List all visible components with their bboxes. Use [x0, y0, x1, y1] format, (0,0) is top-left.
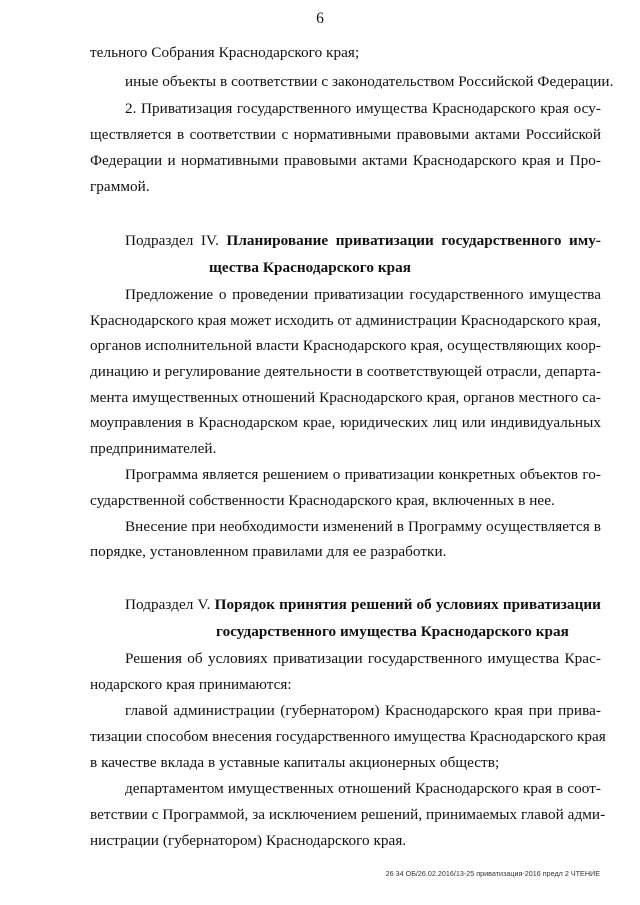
text-line: Программа является решением о приватизации конкретных объектов го-	[125, 466, 601, 483]
section-heading-v-continuation	[216, 623, 569, 641]
text-line: Внесение при необходимости изменений в Программу осуществляется в	[125, 518, 601, 535]
section-heading-iv-continuation	[209, 259, 411, 277]
text-line: 2. Приватизация государственного имущества Краснодарского края осу-	[125, 100, 601, 117]
text-line: мента имущественных отношений Краснодарского края, органов местного са-	[90, 389, 601, 406]
text-line: предпринимателей.	[90, 440, 217, 457]
text-line: тельного Собрания Краснодарского края;	[90, 44, 360, 61]
text-line: Федерации и нормативными правовыми актами Краснодарского края и Про-	[90, 152, 601, 169]
text-line: тизации способом внесения государственного имущества Краснодарского края	[90, 728, 606, 745]
text-line: Предложение о проведении приватизации государственного имущества	[125, 286, 601, 303]
text-line: органов исполнительной власти Краснодарского края, осуществляющих коор-	[90, 337, 601, 354]
text-line: ществляется в соответствии с нормативными правовыми актами Российской	[90, 126, 601, 143]
text-line: департаментом имущественных отношений Краснодарского края в соот-	[125, 780, 601, 797]
text-line: ветствии с Программой, за исключением решений, принимаемых главой адми-	[90, 806, 606, 823]
text-line: нистрации (губернатором) Краснодарского края.	[90, 832, 407, 849]
text-line: нодарского края принимаются:	[90, 676, 292, 693]
text-line: главой администрации (губернатором) Краснодарского края при прива-	[125, 702, 601, 719]
text-line: в качестве вклада в уставные капиталы акционерных обществ;	[90, 754, 500, 771]
heading-prefix: Подраздел V.	[125, 596, 211, 613]
text-line: Решения об условиях приватизации государственного имущества Крас-	[125, 650, 601, 667]
section-heading-v	[125, 596, 601, 614]
text-line: порядке, установленном правилами для ее разработки.	[90, 543, 447, 560]
text-line: моуправления в Краснодарском крае, юридических лиц или индивидуальных	[90, 414, 601, 431]
heading-title: щества Краснодарского края	[209, 259, 412, 276]
text-line: сударственной собственности Краснодарского края, включенных в нее.	[90, 492, 555, 509]
text-line: Краснодарского края может исходить от администрации Краснодарского края,	[90, 312, 601, 329]
text-line: динацию и регулирование деятельности в соответствующей отрасли, департа-	[90, 363, 601, 380]
footer-file-path: 26 34 ОБ/26.02.2016/13-25 приватизация-2016 предл 2 ЧТЕНИЕ	[385, 869, 600, 878]
heading-title: государственного имущества Краснодарского края	[216, 623, 569, 640]
heading-title: Порядок принятия решений об условиях приватизации	[214, 596, 601, 613]
heading-prefix: Подраздел IV.	[125, 232, 219, 249]
text-line: граммой.	[90, 178, 150, 195]
heading-title: Планирование приватизации государственного иму-	[226, 232, 601, 249]
text-line: иные объекты в соответствии с законодательством Российской Федерации.	[125, 73, 614, 90]
page-number: 6	[316, 10, 324, 27]
section-heading-iv	[125, 232, 601, 250]
